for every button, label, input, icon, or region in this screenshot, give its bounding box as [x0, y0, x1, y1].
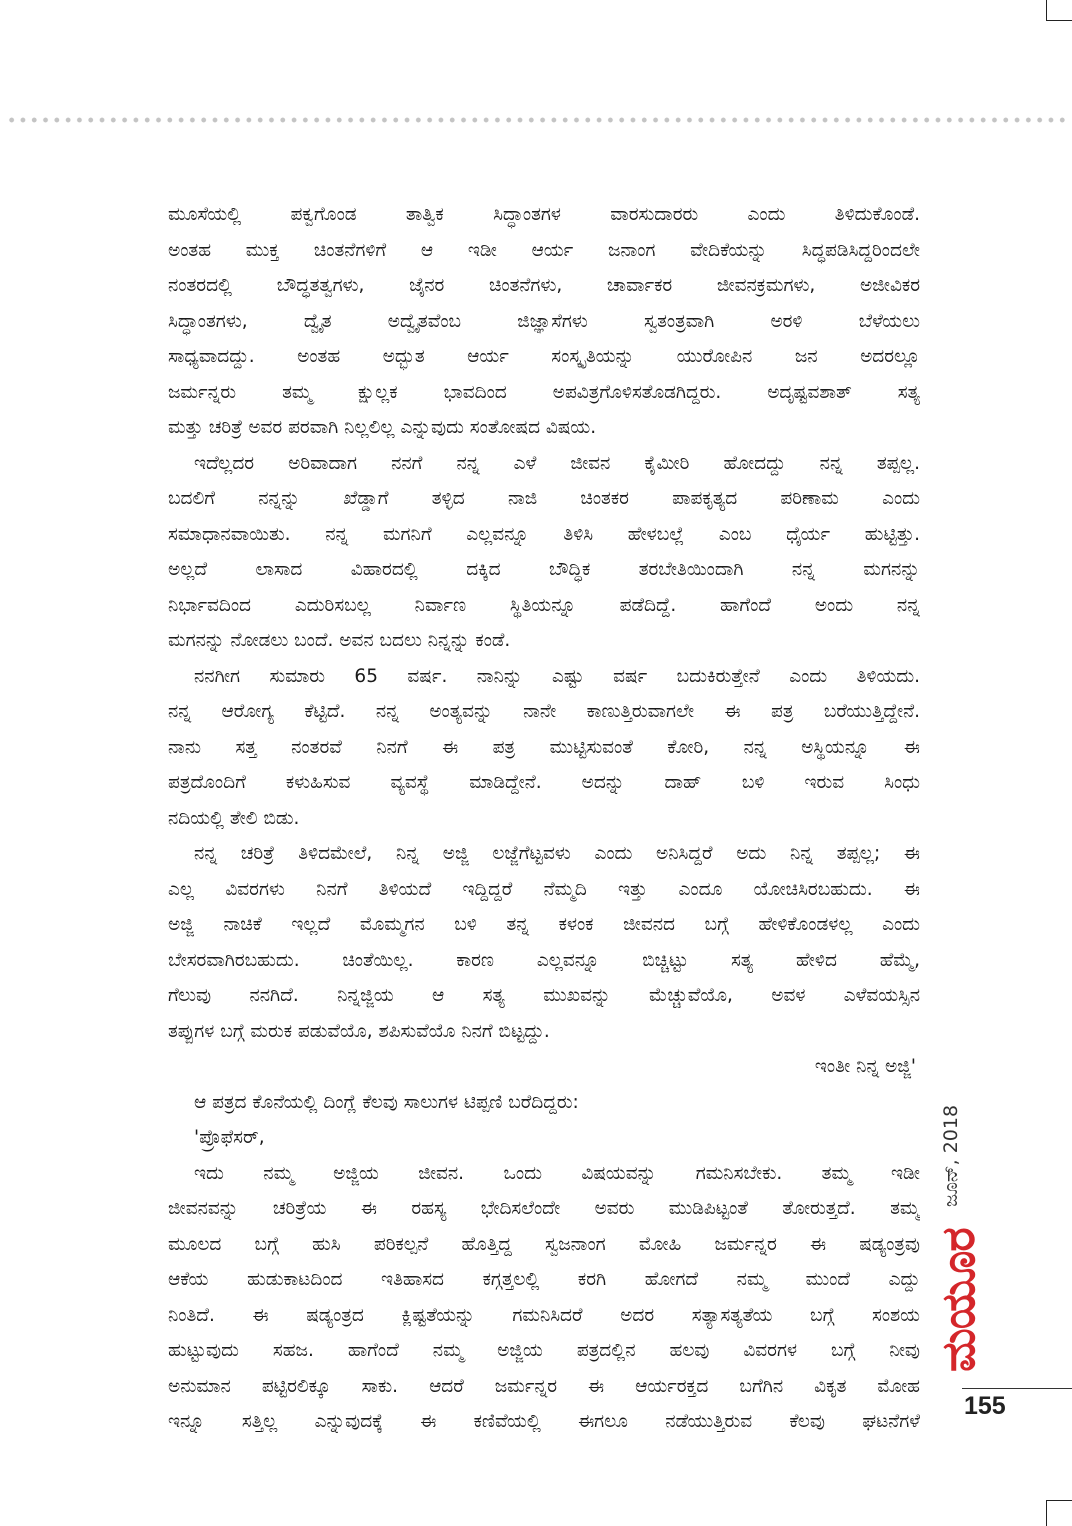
text-line: ಇನ್ನೂ ಸತ್ತಿಲ್ಲ ಎನ್ನುವುದಕ್ಕೆ ಈ ಕಣಿವೆಯಲ್ಲಿ ಈಗಲೂ ನಡೆಯುತ್ತಿರುವ ಕೆಲವು ಘಟನೆಗಳೆ [168, 1411, 920, 1432]
text-line: ನಿರ್ಭಾವದಿಂದ ಎದುರಿಸಬಲ್ಲ ನಿರ್ವಾಣ ಸ್ಥಿತಿಯನ್ನೂ ಪಡೆದಿದ್ದೆ. ಹಾಗೆಂದೆ ಅಂದು ನನ್ನ [168, 594, 920, 616]
crop-mark-top [1046, 0, 1072, 21]
text-line: ನಂತರದಲ್ಲಿ ಬೌದ್ಧತತ್ವಗಳು, ಜೈನರ ಚಿಂತನೆಗಳು, ಚಾರ್ವಾಕರ ಜೀವನಕ್ರಮಗಳು, ಅಜೀವಿಕರ [168, 275, 920, 296]
paragraph-start: ಆ ಪತ್ರದ ಕೊನೆಯಲ್ಲಿ ದಿಂಗ್ಲೆ ಕೆಲವು ಸಾಲುಗಳ ಟಿಪ್ಪಣಿ ಬರೆದಿದ್ದರು: [194, 1091, 579, 1113]
text-line: ಅಲ್ಲದೆ ಲಾಸಾದ ವಿಹಾರದಲ್ಲಿ ದಕ್ಕಿದ ಬೌದ್ಧಿಕ ತರಬೇತಿಯಿಂದಾಗಿ ನನ್ನ ಮಗನನ್ನು [168, 559, 920, 580]
issue-date: ಜೂನ್, 2018 [940, 1104, 962, 1207]
text-line: ಮೂಲದ ಬಗ್ಗೆ ಹುಸಿ ಪರಿಕಲ್ಪನೆ ಹೊತ್ತಿದ್ದ ಸ್ವಜನಾಂಗ ಮೋಹಿ ಜರ್ಮನ್ನರ ಈ ಷಡ್ಯಂತ್ರವು [168, 1233, 920, 1255]
text-line: ನಾನು ಸತ್ತ ನಂತರವೆ ನಿನಗೆ ಈ ಪತ್ರ ಮುಟ್ಟಿಸುವಂತೆ ಕೋರಿ, ನನ್ನ ಅಸ್ಥಿಯನ್ನೂ ಈ [168, 736, 920, 758]
text-line: ನಿಂತಿದೆ. ಈ ಷಡ್ಯಂತ್ರದ ಕ್ಲಿಷ್ಟತೆಯನ್ನು ಗಮನಿಸಿದರೆ ಅದರ ಸತ್ಯಾಸತ್ಯತೆಯ ಬಗ್ಗೆ ಸಂಶಯ [168, 1304, 920, 1326]
magazine-logo: ಮಯೂರ [931, 1228, 985, 1372]
paragraph-start: ಇದು ನಮ್ಮ ಅಜ್ಜಿಯ ಜೀವನ. ಒಂದು ವಿಷಯವನ್ನು ಗಮನಿಸಬೇಕು. ತಮ್ಮ ಇಡೀ [194, 1162, 920, 1184]
text-line: ಮತ್ತು ಚರಿತ್ರೆ ಅವರ ಪರವಾಗಿ ನಿಲ್ಲಲಿಲ್ಲ ಎನ್ನುವುದು ಸಂತೋಷದ ವಿಷಯ. [168, 417, 597, 438]
paragraph-start: ನನ್ನ ಚರಿತ್ರೆ ತಿಳಿದಮೇಲೆ, ನಿನ್ನ ಅಜ್ಜಿ ಲಜ್ಜೆಗೆಟ್ಟವಳು ಎಂದು ಅನಿಸಿದ್ದರೆ ಅದು ನಿನ್ನ ತಪ್ಪಲ್ಲ; ಈ [194, 843, 920, 864]
text-line: ನನ್ನ ಆರೋಗ್ಯ ಕೆಟ್ಟಿದೆ. ನನ್ನ ಅಂತ್ಯವನ್ನು ನಾನೇ ಕಾಣುತ್ತಿರುವಾಗಲೇ ಈ ಪತ್ರ ಬರೆಯುತ್ತಿದ್ದೇನೆ. [168, 701, 920, 722]
text-line: ಬೇಸರವಾಗಿರಬಹುದು. ಚಿಂತೆಯಿಲ್ಲ. ಕಾರಣ ಎಲ್ಲವನ್ನೂ ಬಿಚ್ಚಿಟ್ಟು ಸತ್ಯ ಹೇಳಿದ ಹೆಮ್ಮೆ, [168, 949, 920, 971]
text-line: ಬದಲಿಗೆ ನನ್ನನ್ನು ಖೆಡ್ಡಾಗೆ ತಳ್ಳಿದ ನಾಜಿ ಚಿಂತಕರ ಪಾಪಕೃತ್ಯದ ಪರಿಣಾಮ ಎಂದು [168, 488, 920, 509]
text-line: ಅನುಮಾನ ಪಟ್ಟಿರಲಿಕ್ಕೂ ಸಾಕು. ಆದರೆ ಜರ್ಮನ್ನರ ಈ ಆರ್ಯರಕ್ತದ ಬಗೆಗಿನ ವಿಕೃತ ಮೋಹ [168, 1375, 920, 1397]
text-line: ಮಗನನ್ನು ನೋಡಲು ಬಂದೆ. ಅವನ ಬದಲು ನಿನ್ನನ್ನು ಕಂಡೆ. [168, 630, 511, 651]
text-line: ಎಲ್ಲ ವಿವರಗಳು ನಿನಗೆ ತಿಳಿಯದೆ ಇದ್ದಿದ್ದರೆ ನೆಮ್ಮದಿ ಇತ್ತು ಎಂದೂ ಯೋಚಿಸಿರಬಹುದು. ಈ [168, 878, 920, 900]
page-number-rule [962, 1388, 1072, 1389]
paragraph-start: ನನಗೀಗ ಸುಮಾರು 65 ವರ್ಷ. ನಾನಿನ್ನು ಎಷ್ಟು ವರ್ಷ ಬದುಕಿರುತ್ತೇನೆ ಎಂದು ತಿಳಿಯದು. [194, 665, 920, 687]
article-body [168, 197, 920, 1440]
text-line: ತಪ್ಪುಗಳ ಬಗ್ಗೆ ಮರುಕ ಪಡುವೆಯೊ, ಶಪಿಸುವೆಯೊ ನಿನಗೆ ಬಿಟ್ಟದ್ದು. [168, 1020, 550, 1042]
text-line: ಪತ್ರದೊಂದಿಗೆ ಕಳುಹಿಸುವ ವ್ಯವಸ್ಥೆ ಮಾಡಿದ್ದೇನೆ. ಅದನ್ನು ದಾಹ್ ಬಳಿ ಇರುವ ಸಿಂಧು [168, 772, 920, 793]
text-line: ಸಿದ್ಧಾಂತಗಳು, ದ್ವೈತ ಅದ್ವೈತವೆಂಬ ಜಿಜ್ಞಾಸೆಗಳು ಸ್ವತಂತ್ರವಾಗಿ ಅರಳಿ ಬೆಳೆಯಲು [168, 310, 920, 332]
dotted-header-rule [6, 116, 1068, 124]
letter-signoff: ಇಂತೀ ನಿನ್ನ ಅಜ್ಜಿ' [814, 1056, 916, 1077]
text-line: ಹುಟ್ಟುವುದು ಸಹಜ. ಹಾಗೆಂದೆ ನಮ್ಮ ಅಜ್ಜಿಯ ಪತ್ರದಲ್ಲಿನ ಹಲವು ವಿವರಗಳ ಬಗ್ಗೆ ನೀವು [168, 1340, 920, 1361]
text-line: ಅಂತಹ ಮುಕ್ತ ಚಿಂತನೆಗಳಿಗೆ ಆ ಇಡೀ ಆರ್ಯ ಜನಾಂಗ ವೇದಿಕೆಯನ್ನು ಸಿದ್ಧಪಡಿಸಿದ್ದರಿಂದಲೇ [168, 239, 920, 261]
text-line: ಸಮಾಧಾನವಾಯಿತು. ನನ್ನ ಮಗನಿಗೆ ಎಲ್ಲವನ್ನೂ ತಿಳಿಸಿ ಹೇಳಬಲ್ಲೆ ಎಂಬ ಧೈರ್ಯ ಹುಟ್ಟಿತ್ತು. [168, 523, 920, 545]
text-line: ಅಜ್ಜಿ ನಾಚಿಕೆ ಇಲ್ಲದೆ ಮೊಮ್ಮಗನ ಬಳಿ ತನ್ನ ಕಳಂಕ ಜೀವನದ ಬಗ್ಗೆ ಹೇಳಿಕೊಂಡಳಲ್ಲ ಎಂದು [168, 914, 920, 935]
text-line: ಸಾಧ್ಯವಾದದ್ದು. ಅಂತಹ ಅದ್ಭುತ ಆರ್ಯ ಸಂಸ್ಕೃತಿಯನ್ನು ಯುರೋಪಿನ ಜನ ಅದರಲ್ಲೂ [168, 346, 920, 367]
text-line: ಜೀವನವನ್ನು ಚರಿತ್ರೆಯ ಈ ರಹಸ್ಯ ಭೇದಿಸಲೆಂದೇ ಅವರು ಮುಡಿಪಿಟ್ಟಂತೆ ತೋರುತ್ತದೆ. ತಮ್ಮ [168, 1198, 920, 1219]
text-line: ಮೂಸೆಯಲ್ಲಿ ಪಕ್ವಗೊಂಡ ತಾತ್ವಿಕ ಸಿದ್ಧಾಂತಗಳ ವಾರಸುದಾರರು ಎಂದು ತಿಳಿದುಕೊಂಡೆ. [168, 204, 920, 225]
text-line: ಗೆಲುವು ನನಗಿದೆ. ನಿನ್ನಜ್ಜಿಯ ಆ ಸತ್ಯ ಮುಖವನ್ನು ಮೆಚ್ಚುವೆಯೊ, ಅವಳ ಎಳೆವಯಸ್ಸಿನ [168, 985, 920, 1006]
crop-mark-bottom [1046, 1500, 1072, 1526]
page-number: 155 [964, 1392, 1006, 1420]
text-line: ನದಿಯಲ್ಲಿ ತೇಲಿ ಬಿಡು. [168, 807, 300, 829]
text-line: ಜರ್ಮನ್ನರು ತಮ್ಮ ಕ್ಷುಲ್ಲಕ ಭಾವದಿಂದ ಅಪವಿತ್ರಗೊಳಿಸತೊಡಗಿದ್ದರು. ಅದೃಷ್ಟವಶಾತ್ ಸತ್ಯ [168, 381, 920, 403]
paragraph-start: ಇದೆಲ್ಲದರ ಅರಿವಾದಾಗ ನನಗೆ ನನ್ನ ಎಳೆ ಜೀವನ ಕೈಮೀರಿ ಹೋದದ್ದು ನನ್ನ ತಪ್ಪಲ್ಲ. [194, 452, 920, 474]
text-line: ಆಕೆಯ ಹುಡುಕಾಟದಿಂದ ಇತಿಹಾಸದ ಕಗ್ಗತ್ತಲಲ್ಲಿ ಕರಗಿ ಹೋಗದೆ ನಮ್ಮ ಮುಂದೆ ಎದ್ದು [168, 1269, 920, 1290]
salutation: 'ಪ್ರೊಫೆಸರ್, [194, 1127, 265, 1148]
